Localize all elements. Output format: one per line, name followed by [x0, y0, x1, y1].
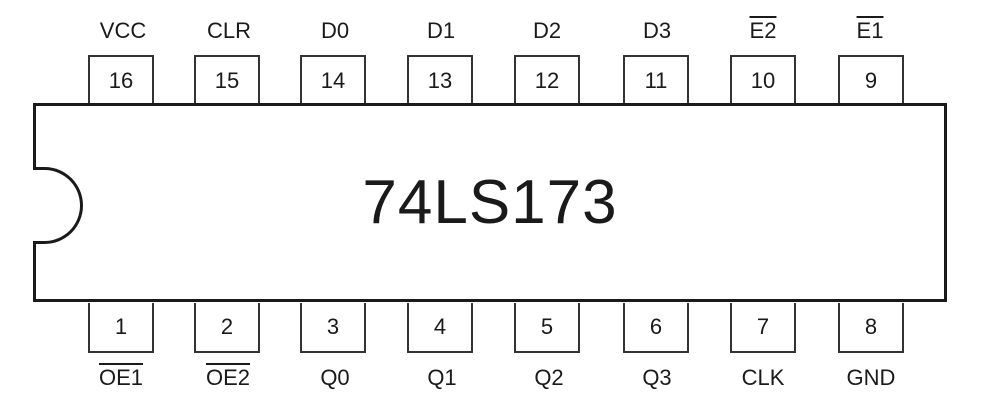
- pin-16: 16: [88, 55, 154, 105]
- signal-label-q3: Q3: [642, 365, 672, 390]
- signal-label-d0: D0: [320, 18, 350, 43]
- pin-3: 3: [300, 303, 366, 353]
- pin-15: 15: [194, 55, 260, 105]
- pin-6: 6: [623, 303, 689, 353]
- pin-13: 13: [407, 55, 473, 105]
- signal-label-d3: D3: [642, 18, 672, 43]
- chip-part-number: 74LS173: [362, 168, 618, 237]
- pin-2: 2: [194, 303, 260, 353]
- pin-1: 1: [88, 303, 154, 353]
- pin-5: 5: [514, 303, 580, 353]
- pin-9: 9: [838, 55, 904, 105]
- signal-label-oe2: OE2: [205, 365, 251, 390]
- signal-label-q2: Q2: [534, 365, 564, 390]
- pin-14: 14: [300, 55, 366, 105]
- pin-4: 4: [407, 303, 473, 353]
- signal-label-e2: E2: [749, 18, 777, 43]
- pin-11: 11: [623, 55, 689, 105]
- signal-label-oe1: OE1: [98, 365, 144, 390]
- pin-8: 8: [838, 303, 904, 353]
- signal-label-clr: CLR: [206, 18, 251, 43]
- signal-label-clk: CLK: [741, 365, 785, 390]
- signal-label-q0: Q0: [320, 365, 350, 390]
- signal-label-q1: Q1: [427, 365, 457, 390]
- signal-label-gnd: GND: [846, 365, 896, 390]
- signal-label-d1: D1: [426, 18, 456, 43]
- chip-body: [33, 103, 947, 302]
- pin-12: 12: [514, 55, 580, 105]
- signal-label-vcc: VCC: [99, 18, 147, 43]
- signal-label-d2: D2: [532, 18, 562, 43]
- pin-7: 7: [730, 303, 796, 353]
- pin-10: 10: [730, 55, 796, 105]
- signal-label-e1: E1: [856, 18, 884, 43]
